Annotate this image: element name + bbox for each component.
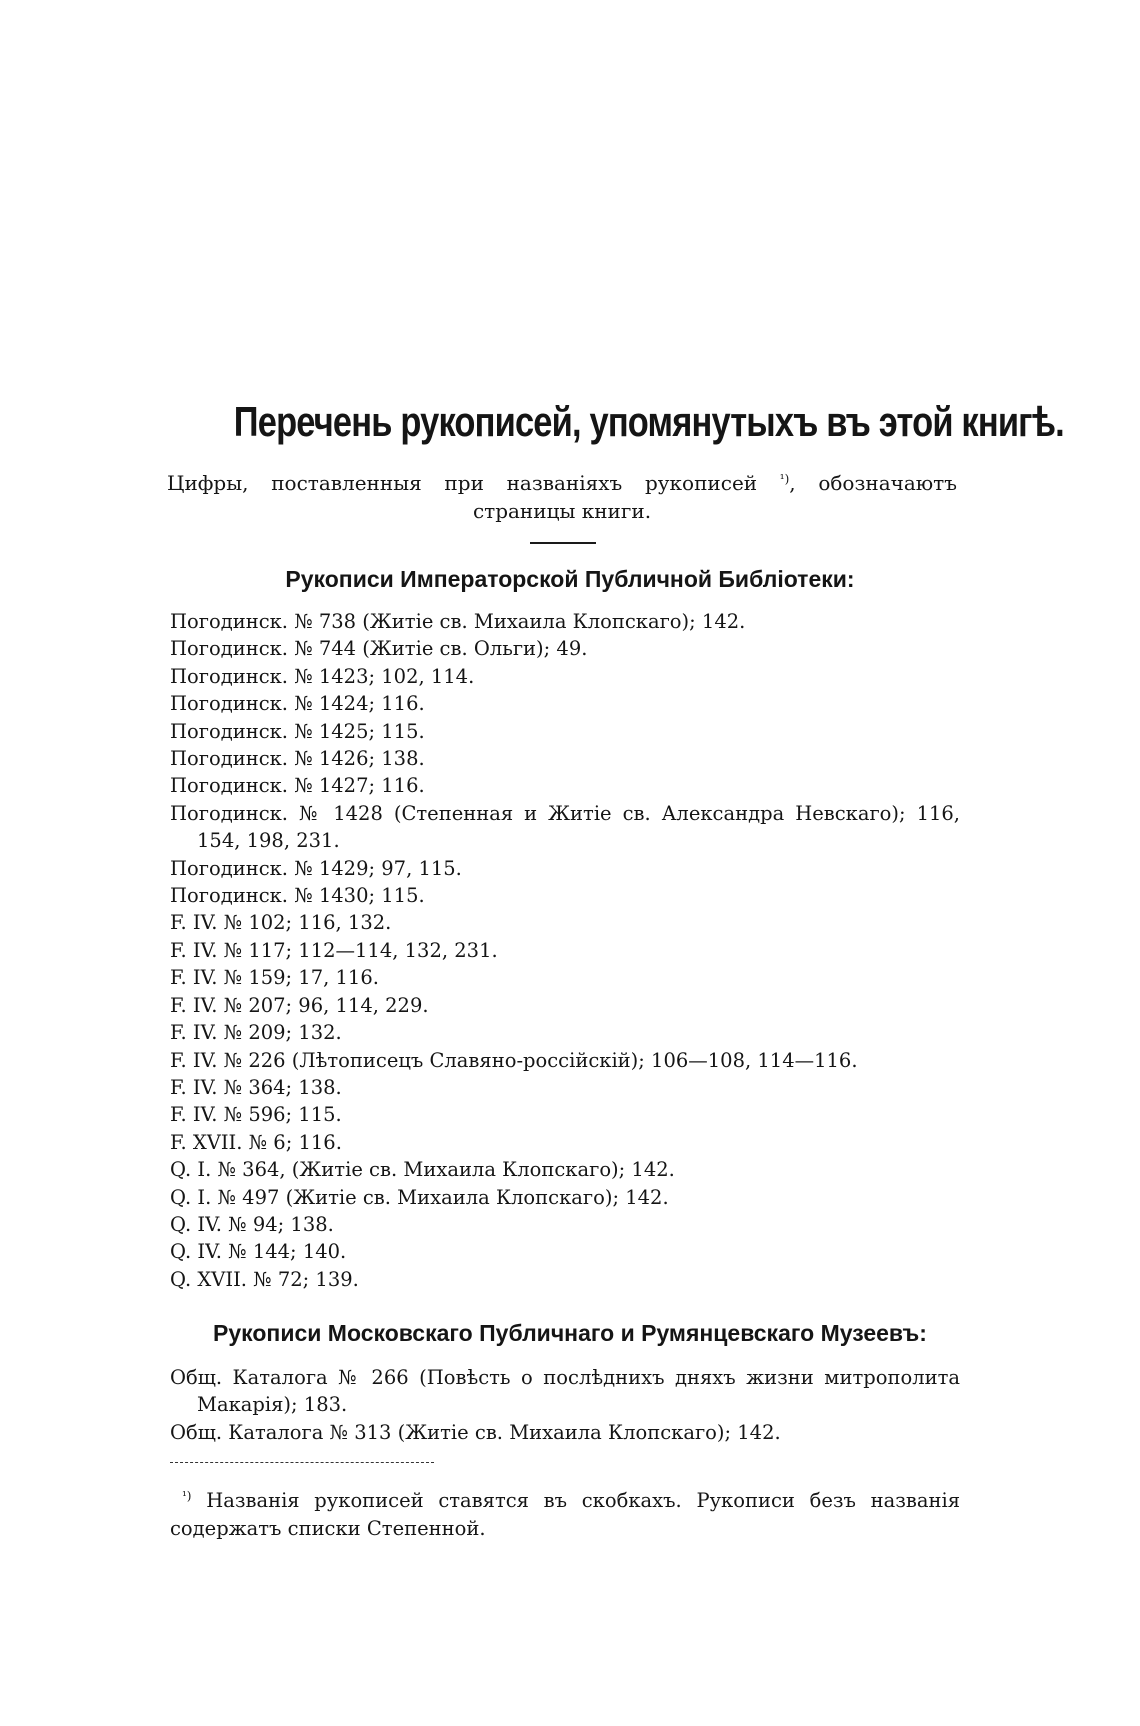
- section-heading-moscow-museums: Рукописи Московскаго Публичнаго и Румянцевскаго Музеевъ:: [213, 1320, 927, 1346]
- manuscript-entry: Погодинск. № 1427; 116.: [170, 774, 425, 798]
- manuscript-entry: Q. I. № 364, (Житіе св. Михаила Клопскаго); 142.: [170, 1158, 675, 1182]
- intro-text-end: , обозначаютъ страницы книги.: [472, 471, 957, 523]
- manuscript-entry: Q. I. № 497 (Житіе св. Михаила Клопскаго); 142.: [170, 1185, 669, 1209]
- manuscript-list-moscow-museums: [170, 1364, 960, 1446]
- footnote: [170, 1482, 960, 1543]
- manuscript-entry: Погодинск. № 1423; 102, 114.: [170, 664, 475, 688]
- manuscript-entry: Погодинск. № 1426; 138.: [170, 747, 425, 771]
- manuscript-entry: Погодинск. № 1425; 115.: [170, 719, 425, 743]
- section-divider: [530, 542, 596, 544]
- manuscript-entry: F. XVII. № 6; 116.: [170, 1130, 342, 1154]
- manuscript-entry: Погодинск. № 1430; 115.: [170, 884, 425, 908]
- intro-paragraph: [167, 465, 957, 525]
- manuscript-entry: Общ. Каталога № 266 (Повѣсть о послѣднихъ дняхъ жизни митрополита Макарія); 183.: [170, 1366, 960, 1417]
- footnote-separator: [170, 1462, 434, 1463]
- manuscript-entry: Общ. Каталога № 313 (Житіе св. Михаила Клопскаго); 142.: [170, 1420, 781, 1444]
- manuscript-entry: F. IV. № 226 (Лѣтописецъ Славяно-россійскій); 106—108, 114—116.: [170, 1048, 858, 1072]
- footnote-reference: ¹): [779, 472, 790, 486]
- manuscript-entry: F. IV. № 159; 17, 116.: [170, 966, 379, 990]
- page-title: Перечень рукописей, упомянутыхъ въ этой книгѣ.: [233, 398, 1064, 445]
- manuscript-entry: Погодинск. № 738 (Житіе св. Михаила Клопскаго); 142.: [170, 610, 746, 633]
- manuscript-entry: F. IV. № 209; 132.: [170, 1021, 342, 1045]
- intro-text-start: Цифры, поставленныя при названіяхъ рукописей: [167, 471, 780, 495]
- manuscript-entry: Q. IV. № 144; 140.: [170, 1240, 347, 1264]
- manuscript-entry: Погодинск. № 1428 (Степенная и Житіе св. Александра Невскаго); 116, 154, 198, 231.: [170, 801, 960, 853]
- footnote-mark: ¹): [182, 1489, 192, 1503]
- manuscript-entry: F. IV. № 596; 115.: [170, 1103, 342, 1127]
- footnote-text: Названія рукописей ставятся въ скобкахъ. Рукописи безъ названія содержатъ списки Степенной.: [170, 1489, 960, 1540]
- manuscript-entry: Погодинск. № 1429; 97, 115.: [170, 856, 462, 880]
- section-heading-public-library: Рукописи Императорской Публичной Библіотеки:: [285, 566, 855, 592]
- manuscript-entry: F. IV. № 207; 96, 114, 229.: [170, 993, 429, 1017]
- manuscript-entry: Q. XVII. № 72; 139.: [170, 1267, 359, 1291]
- manuscript-entry: F. IV. № 364; 138.: [170, 1075, 342, 1099]
- manuscript-entry: Погодинск. № 744 (Житіе св. Ольги); 49.: [170, 637, 588, 661]
- manuscript-entry: F. IV. № 117; 112—114, 132, 231.: [170, 938, 498, 962]
- manuscript-list-public-library: [170, 608, 960, 1293]
- manuscript-entry: Погодинск. № 1424; 116.: [170, 692, 425, 716]
- manuscript-entry: Q. IV. № 94; 138.: [170, 1212, 334, 1236]
- manuscript-entry: F. IV. № 102; 116, 132.: [170, 911, 392, 935]
